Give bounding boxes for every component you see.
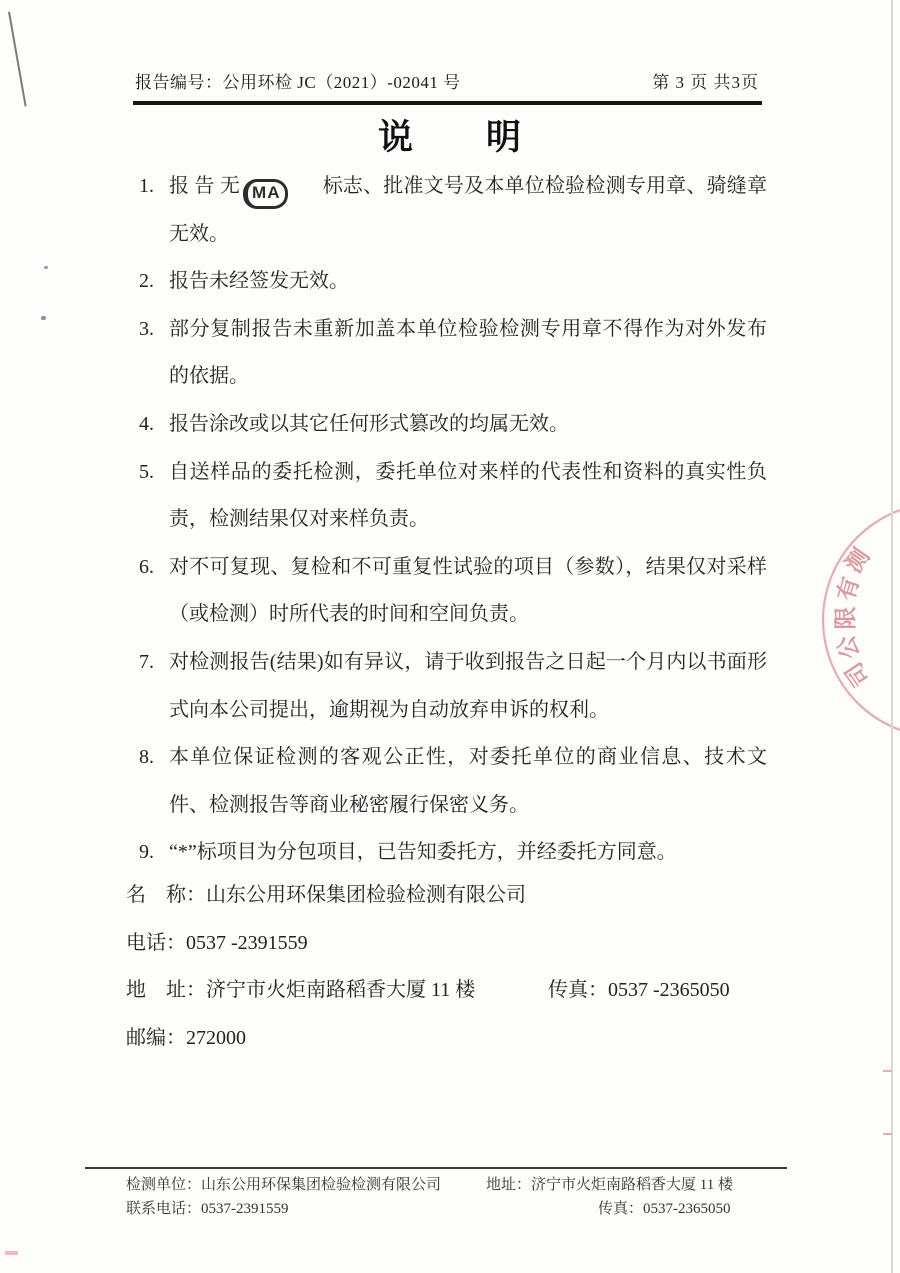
header-rule bbox=[133, 101, 762, 105]
contact-address-row bbox=[126, 967, 776, 1015]
contact-zip-value: 272000 bbox=[186, 1026, 246, 1049]
note-text: 对检测报告(结果)如有异议，请于收到报告之日起一个月内以书面形式向本公司提出，逾期视为自动放弃申诉的权利。 bbox=[169, 650, 767, 721]
footer-telephone: 联系电话：0537-2391559 bbox=[126, 1201, 289, 1217]
seal-character: 公 bbox=[833, 632, 864, 662]
note-text: 自送样品的委托检测，委托单位对来样的代表性和资料的真实性负责，检测结果仅对来样负责。 bbox=[169, 460, 767, 531]
note-item-8 bbox=[139, 734, 767, 829]
note-text: 部分复制报告未重新加盖本单位检验检测专用章不得作为对外发布的依据。 bbox=[169, 317, 767, 388]
note-number: 7. bbox=[139, 650, 154, 673]
contact-fax-value: 0537 -2365050 bbox=[608, 979, 730, 1002]
note-item-6 bbox=[139, 544, 767, 639]
contact-name-row bbox=[126, 872, 776, 920]
note-number: 1. bbox=[139, 175, 154, 197]
footer-rule bbox=[85, 1167, 787, 1169]
contact-phone-value: 0537 -2391559 bbox=[186, 931, 308, 954]
contact-phone-label: 电话： bbox=[126, 931, 186, 954]
note-item-1 bbox=[139, 163, 767, 258]
note-number: 8. bbox=[139, 746, 154, 769]
scan-speck bbox=[41, 316, 46, 320]
note-text bbox=[169, 163, 767, 258]
note-item-7 bbox=[139, 639, 767, 734]
footer-address: 地址：济宁市火炬南路稻香大厦 11 楼 bbox=[486, 1177, 733, 1193]
report-number: 报告编号：公用环检 JC（2021）-02041 号 bbox=[135, 73, 461, 92]
note-item-4 bbox=[139, 401, 767, 449]
note-item-9 bbox=[139, 829, 767, 877]
contact-zip-row bbox=[126, 1015, 776, 1063]
note-number: 2. bbox=[139, 270, 154, 293]
scan-pink-mark bbox=[5, 1251, 18, 1255]
note-text: “*”标项目为分包项目，已告知委托方，并经委托方同意。 bbox=[169, 841, 677, 864]
contact-name-value: 山东公用环保集团检验检测有限公司 bbox=[206, 884, 526, 906]
contact-address-value: 济宁市火炬南路稻香大厦 11 楼 bbox=[206, 979, 476, 1002]
scan-pink-mark bbox=[883, 1070, 892, 1072]
note-number: 9. bbox=[139, 841, 154, 864]
seal-character: 测 bbox=[840, 544, 875, 578]
footer-fax: 传真：0537-2365050 bbox=[598, 1201, 731, 1217]
note-text-suffix: 标志、批准文号及本单位检验检测专用章、骑缝章无效。 bbox=[169, 175, 768, 245]
seal-character: 有 bbox=[833, 574, 864, 604]
contact-fax bbox=[548, 967, 730, 1015]
note-text: 报告未经签发无效。 bbox=[169, 270, 349, 293]
contact-address-label: 地 址： bbox=[126, 979, 206, 1002]
note-text: 本单位保证检测的客观公正性，对委托单位的商业信息、技术文件、检测报告等商业秘密履行保密义务。 bbox=[169, 746, 767, 816]
scan-speck bbox=[44, 266, 48, 269]
note-number: 5. bbox=[139, 460, 154, 483]
page-title: 说 明 bbox=[377, 118, 522, 157]
scan-page-edge bbox=[891, 0, 893, 1273]
note-item-3 bbox=[139, 306, 767, 401]
note-item-5 bbox=[139, 449, 767, 544]
notes-list bbox=[139, 163, 767, 877]
scan-corner-mark bbox=[8, 12, 27, 107]
scan-pink-mark bbox=[883, 1133, 892, 1135]
contact-block bbox=[126, 872, 776, 1062]
seal-character: 限 bbox=[833, 606, 858, 630]
contact-name-label: 名 称： bbox=[126, 884, 206, 906]
footer-org: 检测单位：山东公用环保集团检验检测有限公司 bbox=[126, 1177, 442, 1193]
page-number: 第 3 页 共3页 bbox=[652, 73, 759, 92]
contact-fax-label: 传真： bbox=[548, 979, 608, 1002]
contact-phone-row bbox=[126, 920, 776, 968]
contact-zip-label: 邮编： bbox=[126, 1026, 186, 1049]
cma-mark-icon: MA bbox=[243, 179, 288, 209]
note-number: 4. bbox=[139, 412, 154, 435]
note-number: 6. bbox=[139, 555, 154, 578]
seal-character: 司 bbox=[840, 657, 875, 691]
note-text: 对不可复现、复检和不可重复性试验的项目（参数），结果仅对采样（或检测）时所代表的时间和空间负责。 bbox=[169, 555, 767, 626]
note-item-2 bbox=[139, 258, 767, 306]
note-text: 报告涂改或以其它任何形式篡改的均属无效。 bbox=[169, 412, 569, 435]
note-number: 3. bbox=[139, 317, 154, 340]
note-text-prefix: 报 告 无 bbox=[169, 175, 241, 197]
